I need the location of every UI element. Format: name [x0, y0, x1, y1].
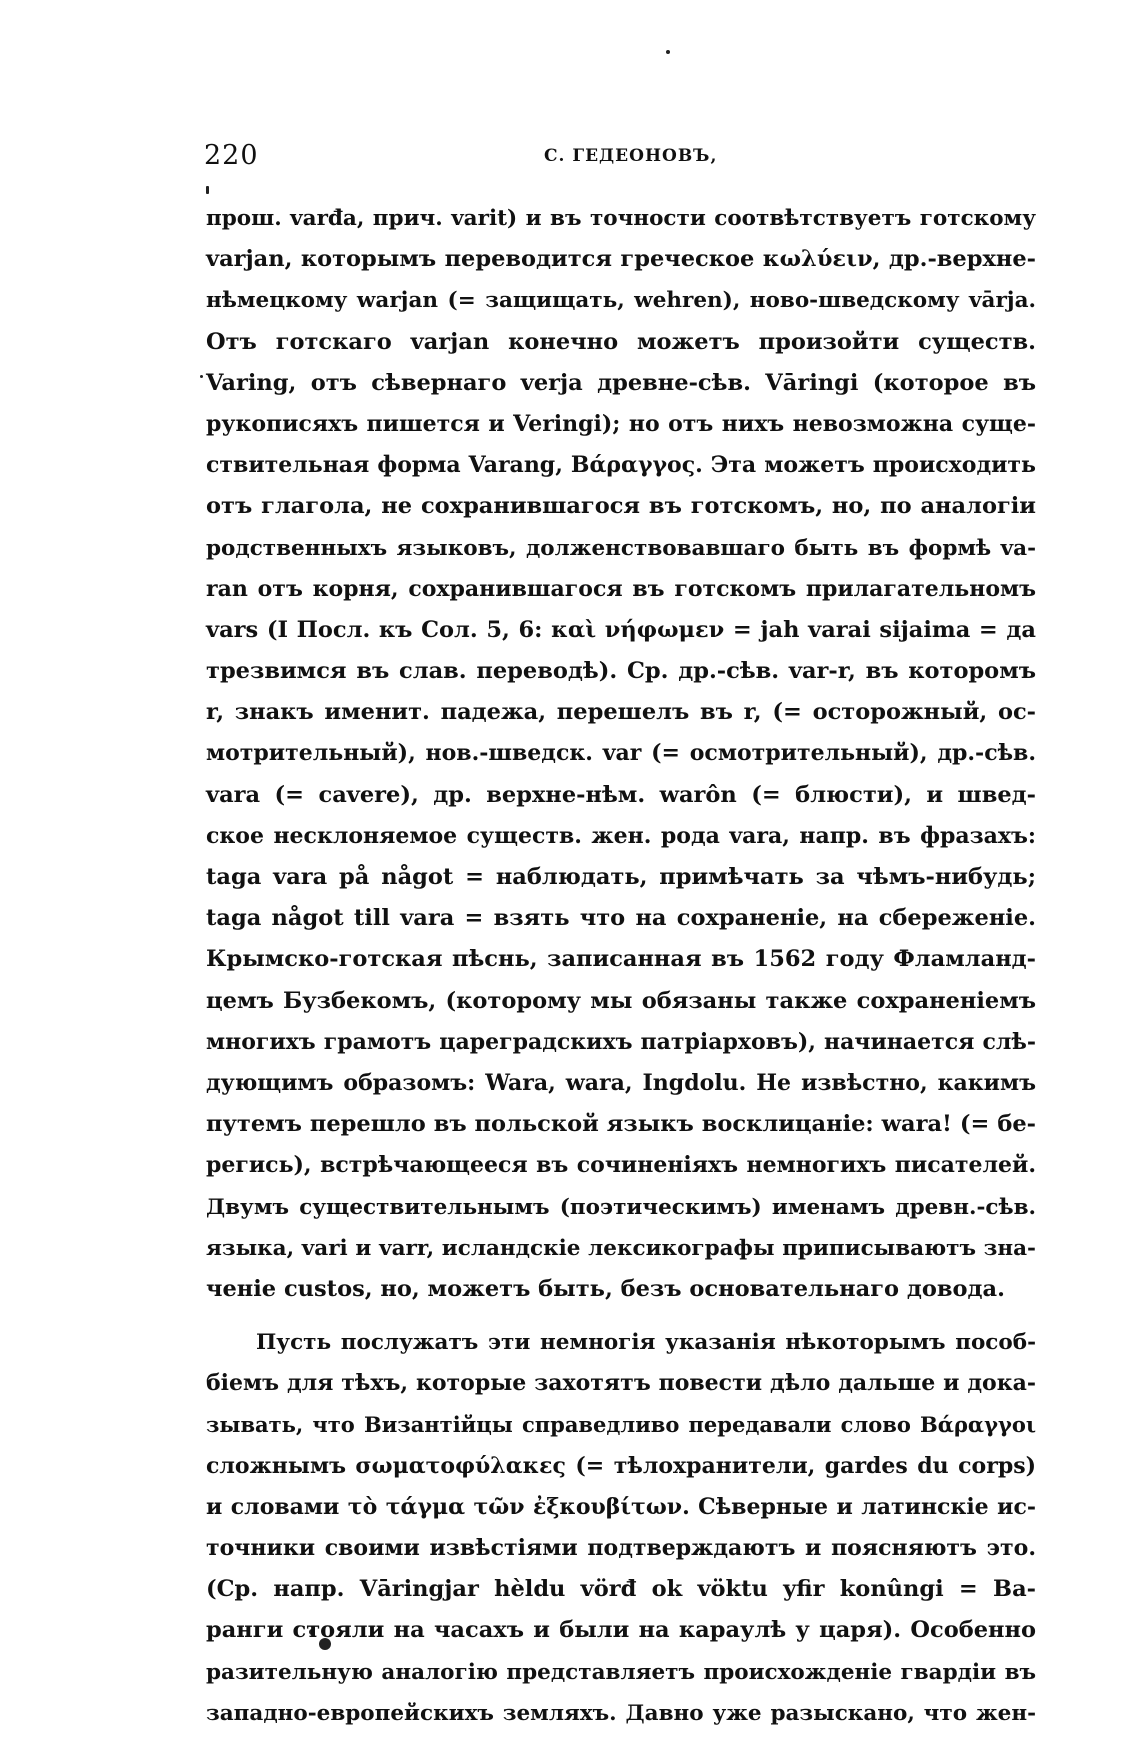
- speck-mark: [666, 50, 670, 54]
- text-line: Отъ готскаго varjan конечно можетъ произойти существ.: [206, 328, 1036, 355]
- text-line: сложнымъ σωματοφύλακες (= тѣлохранители, gardes du corps): [206, 1452, 1036, 1479]
- text-line: ran отъ корня, сохранившагося въ готскомъ прилагательномъ: [206, 575, 1036, 602]
- text-line: Varing, отъ сѣвернаго verja древне-сѣв. Vāringi (которое въ: [206, 369, 1036, 396]
- text-line: и словами τὸ τάγμα τῶν ἐξκουβίτων. Сѣверные и латинскіе ис-: [206, 1493, 1036, 1520]
- text-line: языка, vari и varr, исландскіе лексикографы приписываютъ зна-: [206, 1235, 1036, 1261]
- text-line: vars (I Посл. къ Сол. 5, 6: καὶ νήφωμεν = jah varai sijaima = да: [206, 616, 1036, 643]
- paragraph-spacer: [206, 1310, 1036, 1322]
- page-header: [204, 140, 1034, 180]
- text-line: зывать, что Византійцы справедливо передавали слово Βάραγγοι: [206, 1412, 1036, 1438]
- text-line: varjan, которымъ переводится греческое κωλύειν, др.-верхне-: [206, 246, 1036, 273]
- page-number: 220: [204, 140, 259, 171]
- text-line: ченіе custos, но, можетъ быть, безъ основательнаго довода.: [206, 1275, 1005, 1302]
- text-line: (Ср. напр. Vāringjar hèldu vörđ ok vöktu yfir konûngi = Ва-: [206, 1576, 1036, 1603]
- text-line: ское несклоняемое существ. жен. рода vara, напр. въ фразахъ:: [206, 822, 1036, 849]
- text-line: r, знакъ именит. падежа, перешелъ въ r, (= осторожный, ос-: [206, 699, 1036, 726]
- text-line: Двумъ существительнымъ (поэтическимъ) именамъ древн.-сѣв.: [206, 1194, 1036, 1220]
- text-line: рукописяхъ пишется и Veringi); но отъ нихъ невозможна суще-: [206, 410, 1036, 437]
- text-line: путемъ перешло въ польской языкъ восклицаніе: wara! (= бе-: [206, 1111, 1036, 1138]
- text-line: біемъ для тѣхъ, которые захотятъ повести дѣло дальше и дока-: [206, 1370, 1036, 1397]
- text-line: taga vara på något = наблюдать, примѣчать за чѣмъ-нибудь;: [206, 864, 1036, 890]
- text-line: родственныхъ языковъ, долженствовавшаго быть въ формѣ va-: [206, 535, 1036, 561]
- speck-mark: [200, 375, 203, 378]
- text-line: ствительная форма Varang, Βάραγγος. Эта можетъ происходить: [206, 452, 1036, 479]
- text-line: ранги стояли на часахъ и были на караулѣ у царя). Особенно: [206, 1617, 1036, 1644]
- text-line: мотрительный), нов.-шведск. var (= осмотрительный), др.-сѣв.: [206, 740, 1036, 767]
- text-line: taga något till vara = взять что на сохраненіе, на сбереженіе.: [206, 905, 1036, 932]
- text-line: цемъ Бузбекомъ, (которому мы обязаны также сохраненіемъ: [206, 987, 1036, 1014]
- paragraph-2: [206, 1322, 1036, 1734]
- text-line: регись), встрѣчающееся въ сочиненіяхъ немногихъ писателей.: [206, 1152, 1036, 1179]
- text-line: нѣмецкому warjan (= защищать, wehren), ново-шведскому vārja.: [206, 288, 1036, 314]
- text-line: отъ глагола, не сохранившагося въ готскомъ, но, по аналогіи: [206, 493, 1036, 520]
- text-line: Крымско-готская пѣснь, записанная въ 1562 году Фламланд-: [206, 946, 1036, 973]
- paragraph-1: [206, 198, 1036, 1310]
- running-head: С. ГЕДЕОНОВЪ,: [544, 146, 718, 166]
- text-line: западно-европейскихъ земляхъ. Давно уже разыскано, что жен-: [206, 1700, 1036, 1726]
- text-line: многихъ грамотъ цареградскихъ патріарховъ), начинается слѣ-: [206, 1028, 1036, 1055]
- text-line: прош. varđa, прич. varit) и въ точности соотвѣтствуетъ готскому: [206, 206, 1036, 231]
- text-line: трезвимся въ слав. переводѣ). Ср. др.-сѣв. var-r, въ которомъ: [206, 658, 1036, 685]
- speck-mark: [206, 186, 209, 194]
- text-line: точники своими извѣстіями подтверждаютъ и поясняютъ это.: [206, 1535, 1036, 1561]
- text-line: Пусть послужатъ эти немногія указанія нѣкоторымъ пособ-: [256, 1330, 1036, 1356]
- text-line: vara (= cavere), др. верхне-нѣм. warôn (= блюсти), и швед-: [206, 781, 1036, 808]
- body-text: [206, 198, 1036, 1734]
- text-line: разительную аналогію представляетъ происхожденіе гвардіи въ: [206, 1659, 1036, 1685]
- text-line: дующимъ образомъ: Wara, wara, Ingdolu. Не извѣстно, какимъ: [206, 1069, 1036, 1096]
